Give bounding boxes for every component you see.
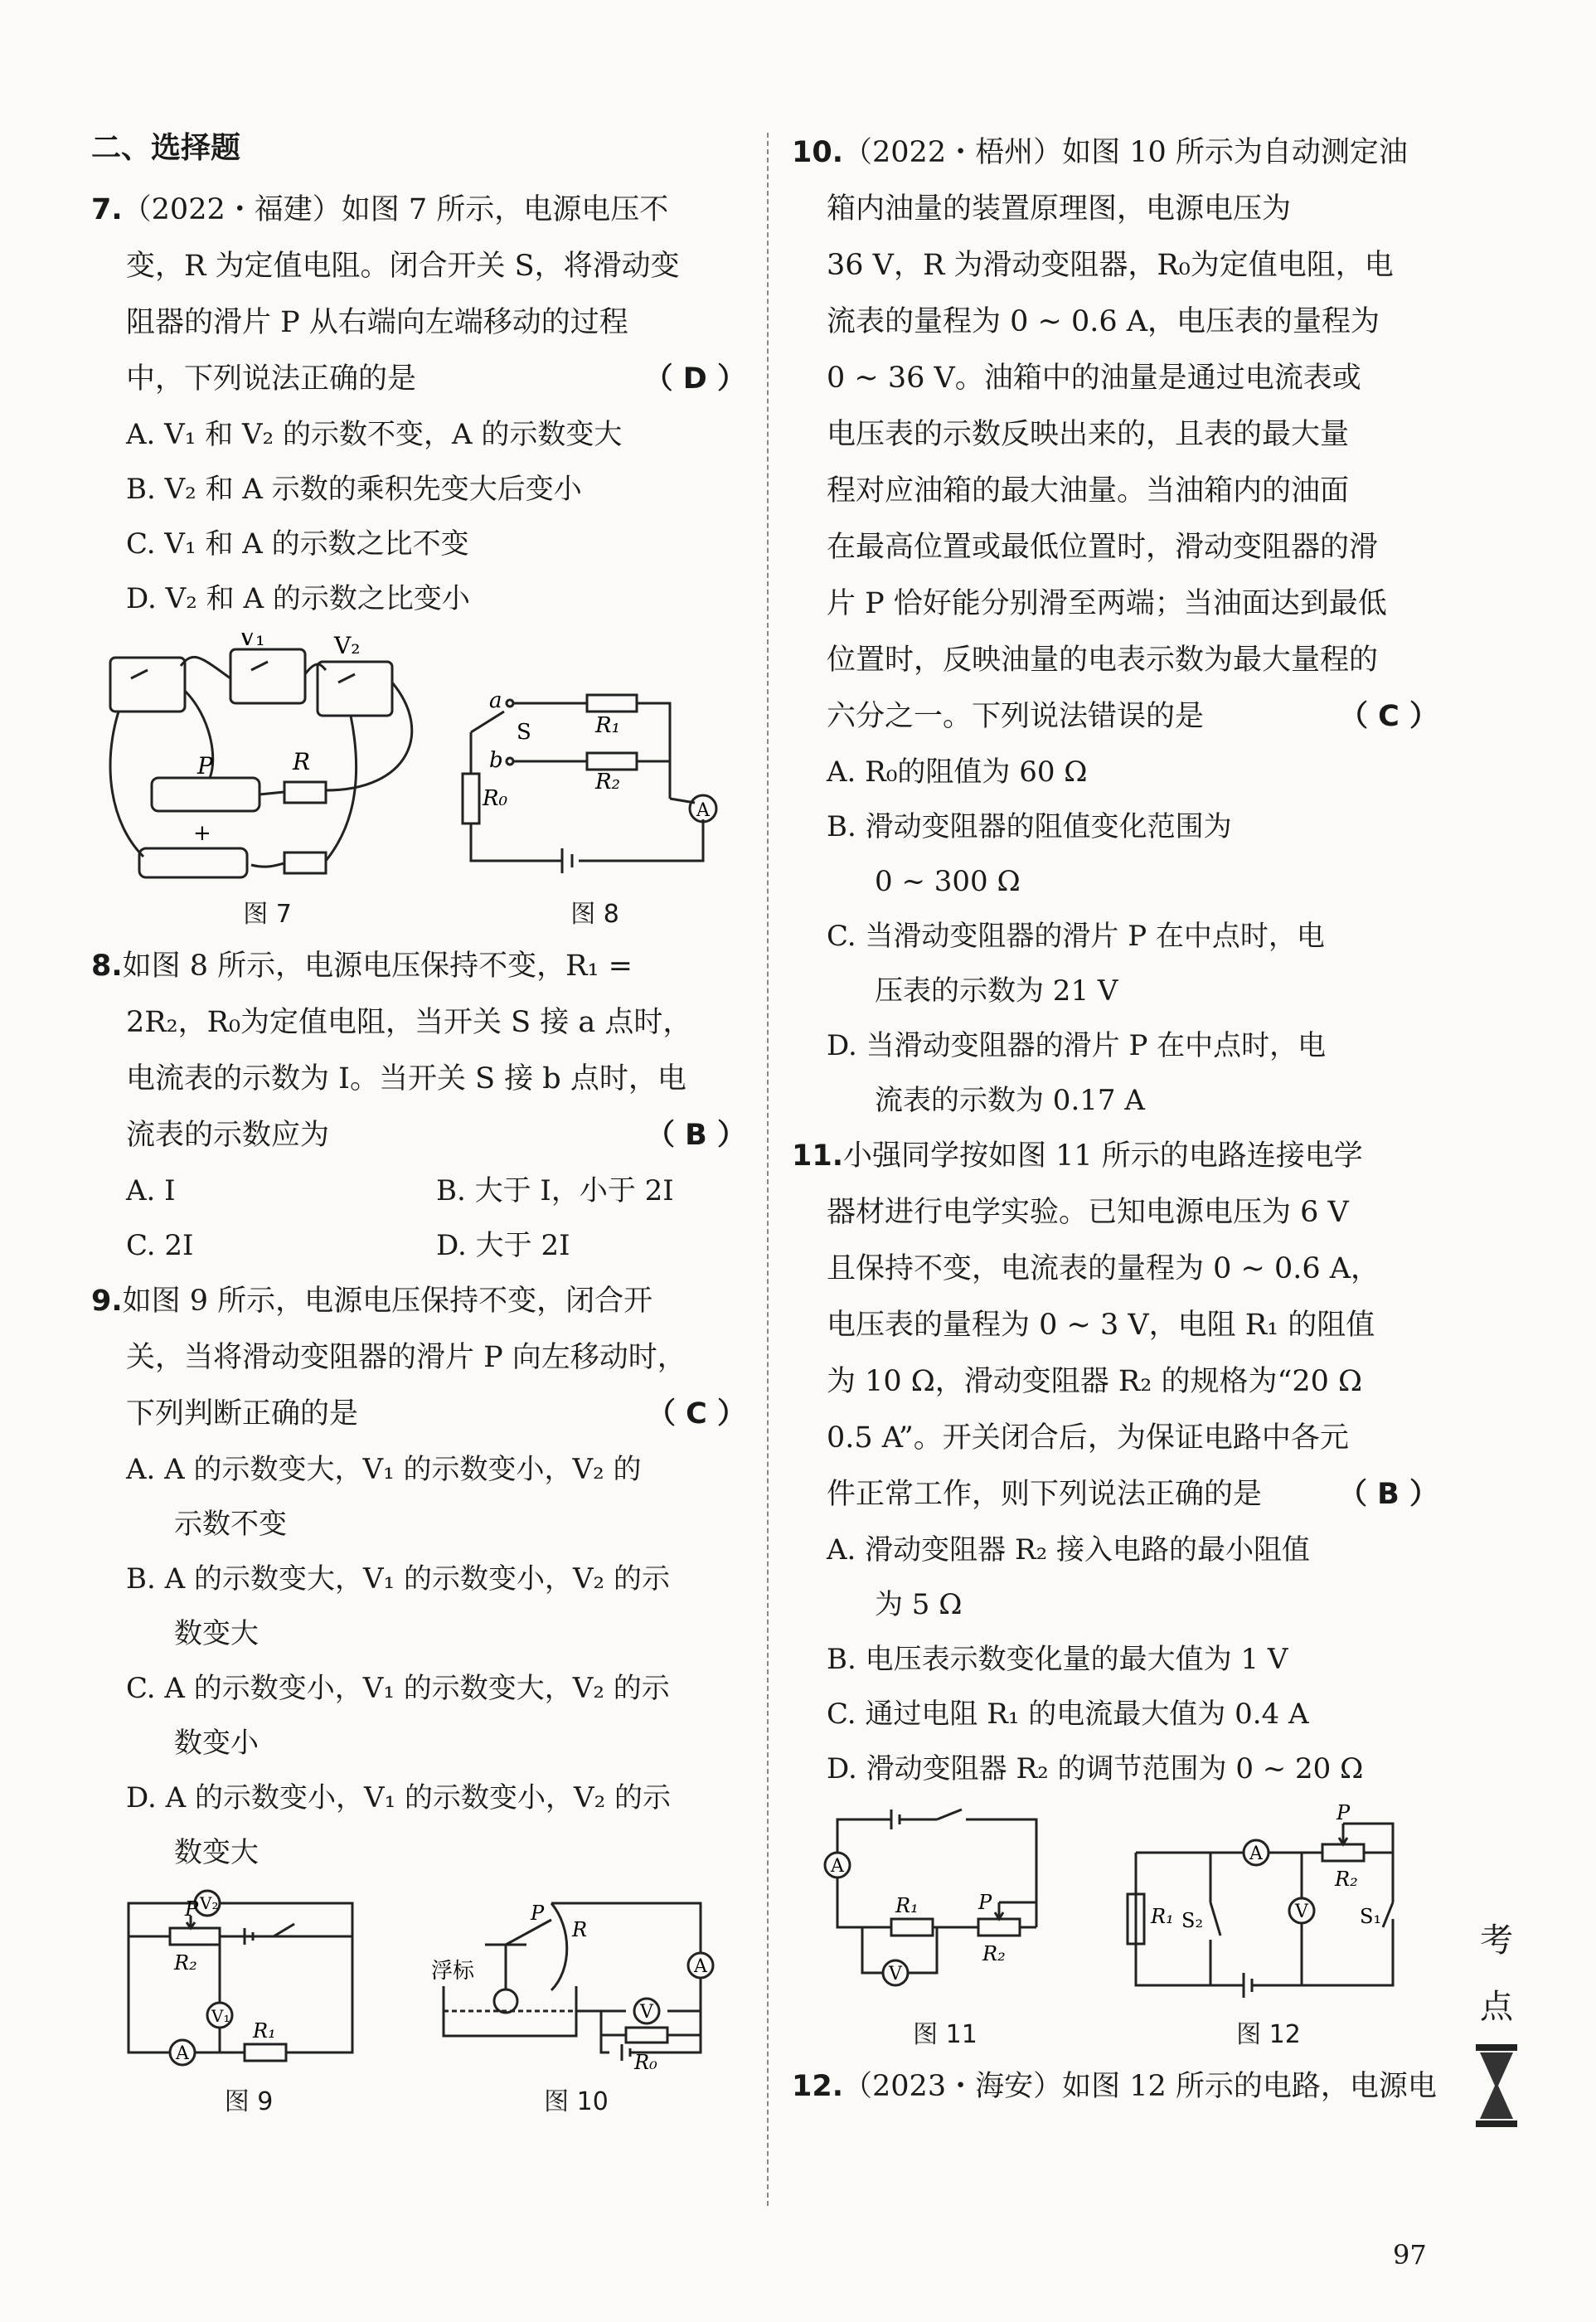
q10-number: 10. (792, 136, 844, 169)
q7-text-line: 变，R 为定值电阻。闭合开关 S，将滑动变 (126, 250, 680, 283)
figure-7-caption: 图 7 (243, 900, 292, 929)
q7-option-c: C. V₁ 和 A 的示数之比不变 (126, 527, 469, 561)
q9-option-a-line1: A. A 的示数变大，V₁ 的示数变小，V₂ 的 (126, 1453, 642, 1486)
fig8-ammeter-label: A (696, 800, 710, 821)
q8-option-d: D. 大于 2I (436, 1229, 570, 1262)
fig10-r-label: R (572, 1918, 588, 1941)
fig9-r2-label: R₂ (174, 1951, 197, 1975)
q10-option-b-line2: 0 ~ 300 Ω (875, 865, 1021, 898)
q11-text-line: 小强同学按如图 11 所示的电路连接电学 (843, 1139, 1363, 1173)
q10-option-c-line1: C. 当滑动变阻器的滑片 P 在中点时，电 (827, 920, 1325, 953)
fig8-a-label: a (488, 688, 502, 713)
figure-11-caption: 图 11 (913, 2020, 977, 2049)
q11-option-b (792, 1632, 1438, 1687)
fig7-v2-label: V₂ (333, 633, 360, 659)
figure-9 (112, 1887, 386, 2117)
fig8-b-label: b (488, 748, 503, 773)
q8-text-line: 电流表的示数为 I。当开关 S 接 b 点时，电 (126, 1062, 686, 1095)
hourglass-icon (1472, 2040, 1521, 2131)
fig10-float-label: 浮标 (431, 1959, 475, 1984)
q9-option-b (91, 1552, 746, 1661)
q9-option-c (91, 1661, 746, 1771)
figure-10-drawing (427, 1887, 725, 2077)
q9-option-d-line2: 数变大 (174, 1836, 259, 1869)
question-10 (792, 124, 1438, 745)
q10-text-line: 片 P 恰好能分别滑至两端；当油面达到最低 (827, 587, 1387, 620)
q8-text-line: 流表的示数应为 (126, 1119, 330, 1152)
figure-10-caption: 图 10 (544, 2087, 609, 2116)
q9-option-b-line2: 数变大 (174, 1617, 259, 1650)
fig11-voltmeter-label: V (889, 1964, 902, 1984)
fig10-ammeter-label: A (694, 1956, 707, 1977)
figure-7 (94, 633, 442, 930)
q11-text-line: 为 10 Ω，滑动变阻器 R₂ 的规格为“20 Ω (827, 1365, 1363, 1398)
q10-text-line: 六分之一。下列说法错误的是 (827, 700, 1205, 733)
q11-option-b-line1: B. 电压表示数变化量的最大值为 1 V (827, 1643, 1288, 1676)
q11-answer: （ B ） (1337, 1478, 1438, 1511)
q10-option-c (792, 909, 1438, 1018)
page-number: 97 (1393, 2239, 1427, 2271)
fig9-ammeter-label: A (176, 2043, 189, 2064)
q7-option-d: D. V₂ 和 A 的示数之比变小 (126, 582, 470, 615)
figure-12-drawing (1119, 1803, 1418, 2010)
fig10-r0-label: R₀ (634, 2051, 657, 2074)
right-column (792, 124, 1438, 2115)
q7-text-line: 中，下列说法正确的是 (126, 362, 417, 396)
q10-option-b (792, 799, 1438, 909)
q9-option-c-line2: 数变小 (174, 1727, 259, 1760)
fig8-r1-label: R₁ (594, 713, 620, 738)
q10-option-d-line1: D. 当滑动变阻器的滑片 P 在中点时，电 (827, 1029, 1327, 1062)
q9-text-line: 如图 9 所示，电源电压保持不变，闭合开 (122, 1285, 653, 1318)
question-7 (91, 182, 746, 407)
chapter-sidebar (1472, 1907, 1521, 2154)
fig9-v1-label: V₁ (211, 2006, 230, 2026)
q10-text-line: 箱内油量的装置原理图，电源电压为 (827, 192, 1292, 226)
fig7-v1-label: V₁ (238, 633, 264, 651)
q9-option-c-line1: C. A 的示数变小，V₁ 的示数变大，V₂ 的示 (126, 1672, 670, 1705)
q10-option-d-line2: 流表的示数为 0.17 A (875, 1084, 1145, 1117)
q10-text-line: 电压表的示数反映出来的，且表的最大量 (827, 418, 1350, 451)
fig8-r2-label: R₂ (594, 770, 620, 794)
q8-answer: （ B ） (645, 1119, 746, 1152)
section-title: 二、选择题 (91, 131, 241, 165)
q7-answer: （ D ） (643, 362, 746, 396)
q11-option-c-line1: C. 通过电阻 R₁ 的电流最大值为 0.4 A (827, 1698, 1309, 1731)
figure-9-drawing (112, 1887, 386, 2077)
figure-11 (813, 1803, 1078, 2050)
q10-text-line: （2022・梧州）如图 10 所示为自动测定油 (843, 136, 1408, 169)
q11-text-line: 且保持不变，电流表的量程为 0 ~ 0.6 A， (827, 1252, 1380, 1285)
figure-row-9-10 (91, 1887, 746, 2117)
q9-text-line: 关，当将滑动变阻器的滑片 P 向左移动时， (126, 1341, 686, 1374)
fig11-r1-label: R₁ (895, 1894, 919, 1917)
question-11 (792, 1128, 1438, 1523)
q11-option-c (792, 1687, 1438, 1742)
figure-8-caption: 图 8 (570, 900, 619, 929)
q10-text-line: 程对应油箱的最大油量。当油箱内的油面 (827, 474, 1350, 508)
fig10-p-label: P (531, 1902, 545, 1925)
q8-options-row-1 (91, 1163, 746, 1218)
q9-option-d-line1: D. A 的示数变小，V₁ 的示数变小，V₂ 的示 (126, 1781, 672, 1814)
figure-row-7-8 (91, 633, 746, 930)
figure-8 (446, 683, 745, 930)
q10-text-line: 流表的量程为 0 ~ 0.6 A，电压表的量程为 (827, 305, 1380, 338)
q10-text-line: 0 ~ 36 V。油箱中的油量是通过电流表或 (827, 362, 1361, 395)
fig7-p-label: P (196, 752, 213, 780)
q11-number: 11. (792, 1139, 844, 1173)
left-column (91, 124, 746, 2125)
fig11-ammeter-label: A (831, 1856, 844, 1877)
q11-option-a-line2: 为 5 Ω (875, 1588, 963, 1621)
q10-option-d (792, 1018, 1438, 1128)
sidebar-char-2: 点 (1480, 1988, 1513, 2026)
q11-option-d (792, 1742, 1438, 1796)
q11-text-line: 0.5 A”。开关闭合后，为保证电路中各元 (827, 1421, 1349, 1455)
q7-text-line: 阻器的滑片 P 从右端向左端移动的过程 (126, 306, 628, 339)
sidebar-char-1: 考 (1480, 1921, 1513, 1960)
q9-answer: （ C ） (646, 1397, 746, 1431)
fig7-r-label: R (292, 748, 310, 775)
figure-12 (1119, 1803, 1418, 2050)
q8-text-line: 如图 8 所示，电源电压保持不变，R₁ = (122, 950, 633, 983)
q9-text-line: 下列判断正确的是 (126, 1397, 359, 1431)
figure-11-drawing (813, 1803, 1078, 2010)
q10-text-line: 位置时，反映油量的电表示数为最大量程的 (827, 644, 1379, 677)
fig10-voltmeter-label: V (640, 2002, 653, 2023)
fig12-r2-label: R₂ (1335, 1868, 1358, 1891)
figure-12-caption: 图 12 (1236, 2020, 1301, 2049)
q11-text-line: 件正常工作，则下列说法正确的是 (827, 1478, 1263, 1511)
q10-text-line: 36 V，R 为滑动变阻器，R₀为定值电阻，电 (827, 249, 1394, 282)
fig12-r1-label: R₁ (1151, 1905, 1174, 1928)
q11-option-a (792, 1523, 1438, 1632)
q7-number: 7. (91, 193, 123, 226)
fig9-v2-label: V₂ (200, 1893, 219, 1913)
q12-text-line: （2023・海安）如图 12 所示的电路，电源电 (843, 2070, 1437, 2103)
q8-text-line: 2R₂，R₀为定值电阻，当开关 S 接 a 点时， (126, 1006, 692, 1039)
fig12-p-label: P (1336, 1803, 1351, 1824)
q9-number: 9. (91, 1285, 123, 1318)
q8-options-row-2 (91, 1218, 746, 1273)
fig11-r2-label: R₂ (982, 1942, 1006, 1965)
figure-9-caption: 图 9 (224, 2087, 274, 2116)
figure-8-drawing (446, 683, 745, 890)
q7-option-b: B. V₂ 和 A 示数的乘积先变大后变小 (126, 473, 582, 506)
fig8-r0-label: R₀ (482, 786, 507, 811)
q10-option-a-line1: A. R₀的阻值为 60 Ω (827, 755, 1088, 789)
q9-option-a (91, 1442, 746, 1552)
q9-option-b-line1: B. A 的示数变大，V₁ 的示数变小，V₂ 的示 (126, 1562, 670, 1596)
q8-option-a: A. I (126, 1174, 176, 1207)
question-8 (91, 938, 746, 1163)
q10-option-b-line1: B. 滑动变阻器的阻值变化范围为 (827, 810, 1232, 843)
q11-option-a-line1: A. 滑动变阻器 R₂ 接入电路的最小阻值 (827, 1533, 1311, 1567)
column-divider (767, 133, 769, 2206)
figure-10 (427, 1887, 725, 2117)
fig9-p-label: P (185, 1897, 199, 1921)
figure-7-drawing (94, 633, 442, 890)
q11-text-line: 电压表的量程为 0 ~ 3 V，电阻 R₁ 的阻值 (827, 1309, 1375, 1342)
q8-number: 8. (91, 950, 123, 983)
q10-answer: （ C ） (1338, 700, 1438, 733)
fig12-ammeter-label: A (1249, 1844, 1263, 1864)
q7-text-line: （2022・福建）如图 7 所示，电源电压不 (122, 193, 669, 226)
q11-text-line: 器材进行电学实验。已知电源电压为 6 V (827, 1196, 1349, 1229)
q11-option-d-line1: D. 滑动变阻器 R₂ 的调节范围为 0 ~ 20 Ω (827, 1752, 1364, 1785)
fig12-s2-label: S₂ (1181, 1909, 1204, 1932)
fig11-p-label: P (978, 1891, 992, 1914)
q10-text-line: 在最高位置或最低位置时，滑动变阻器的滑 (827, 531, 1379, 564)
q12-number: 12. (792, 2070, 844, 2103)
fig7-plus-label: + (192, 821, 211, 846)
figure-row-11-12 (792, 1803, 1438, 2050)
q10-option-c-line2: 压表的示数为 21 V (875, 974, 1118, 1008)
q10-option-a (792, 745, 1438, 799)
q8-option-c: C. 2I (126, 1229, 194, 1262)
q9-option-d (91, 1771, 746, 1880)
question-9 (91, 1273, 746, 1442)
fig9-r1-label: R₁ (253, 2019, 276, 2043)
question-12 (792, 2058, 1438, 2115)
fig8-s-label: S (516, 720, 531, 745)
q8-option-b: B. 大于 I，小于 2I (436, 1174, 674, 1207)
fig12-s1-label: S₁ (1360, 1905, 1382, 1928)
q7-option-a: A. V₁ 和 V₂ 的示数不变，A 的示数变大 (126, 418, 623, 451)
fig12-voltmeter-label: V (1295, 1902, 1308, 1922)
q9-option-a-line2: 示数不变 (174, 1508, 287, 1541)
